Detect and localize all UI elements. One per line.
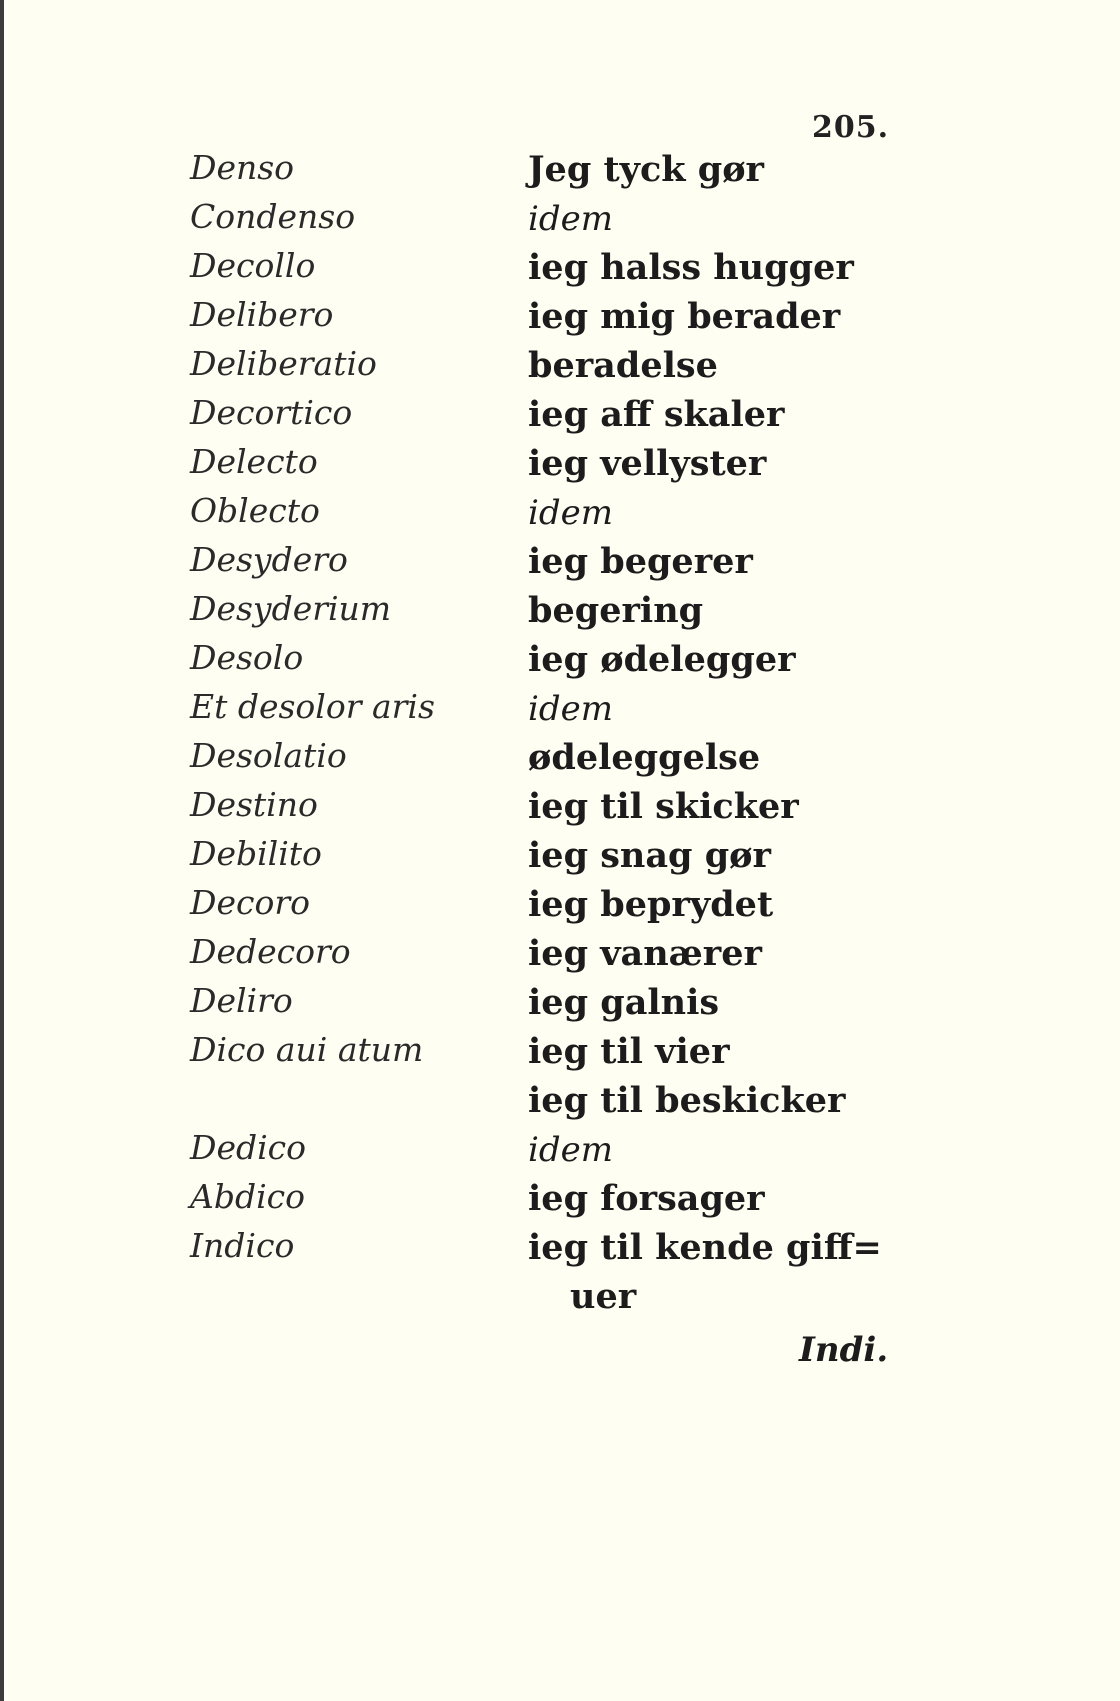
latin-term: Dico aui atum [190,1030,424,1069]
danish-translation: ieg til vier [528,1031,730,1072]
latin-term: Delecto [190,442,318,481]
latin-term: Deliro [190,981,293,1020]
latin-term: Deliberatio [190,344,377,383]
danish-translation: ødeleggelse [528,737,761,778]
danish-translation: ieg til kende giff= [528,1227,882,1268]
danish-translation: Jeg tyck gør [528,149,764,190]
danish-translation: idem [528,493,613,533]
danish-translation: ieg galnis [528,982,720,1023]
danish-translation: ieg ødelegger [528,639,796,680]
danish-translation: ieg aff skaler [528,394,785,435]
danish-translation: idem [528,1130,613,1170]
catchword: Indi. [799,1330,889,1370]
latin-term: Decortico [190,393,353,432]
danish-translation: ieg begerer [528,541,753,582]
latin-term: Indico [190,1226,295,1265]
latin-term: Desydero [190,540,348,579]
latin-term: Desyderium [190,589,392,628]
latin-term: Desolo [190,638,304,677]
latin-term: Oblecto [190,491,320,530]
latin-term: Condenso [190,197,356,236]
latin-term: Delibero [190,295,334,334]
latin-term: Decollo [190,246,316,285]
danish-translation: ieg forsager [528,1178,765,1219]
translation-continuation: uer [570,1276,637,1317]
danish-translation: idem [528,689,613,729]
latin-term: Debilito [190,834,322,873]
danish-translation: idem [528,199,613,239]
latin-term: Destino [190,785,318,824]
latin-term: Denso [190,148,295,187]
latin-term: Abdico [190,1177,305,1216]
danish-translation: ieg beprydet [528,884,774,925]
danish-translation: ieg til beskicker [528,1080,846,1121]
latin-term: Desolatio [190,736,347,775]
danish-translation: ieg vellyster [528,443,767,484]
latin-term: Dedecoro [190,932,351,971]
danish-translation: ieg vanærer [528,933,762,974]
danish-translation: ieg snag gør [528,835,771,876]
danish-translation: ieg halss hugger [528,247,854,288]
danish-translation: ieg mig berader [528,296,841,337]
latin-term: Decoro [190,883,310,922]
page-number: 205. [812,110,890,145]
danish-translation: begering [528,590,704,631]
latin-term: Dedico [190,1128,307,1167]
latin-term: Et desolor aris [190,687,435,726]
danish-translation: ieg til skicker [528,786,799,827]
danish-translation: beradelse [528,345,718,386]
